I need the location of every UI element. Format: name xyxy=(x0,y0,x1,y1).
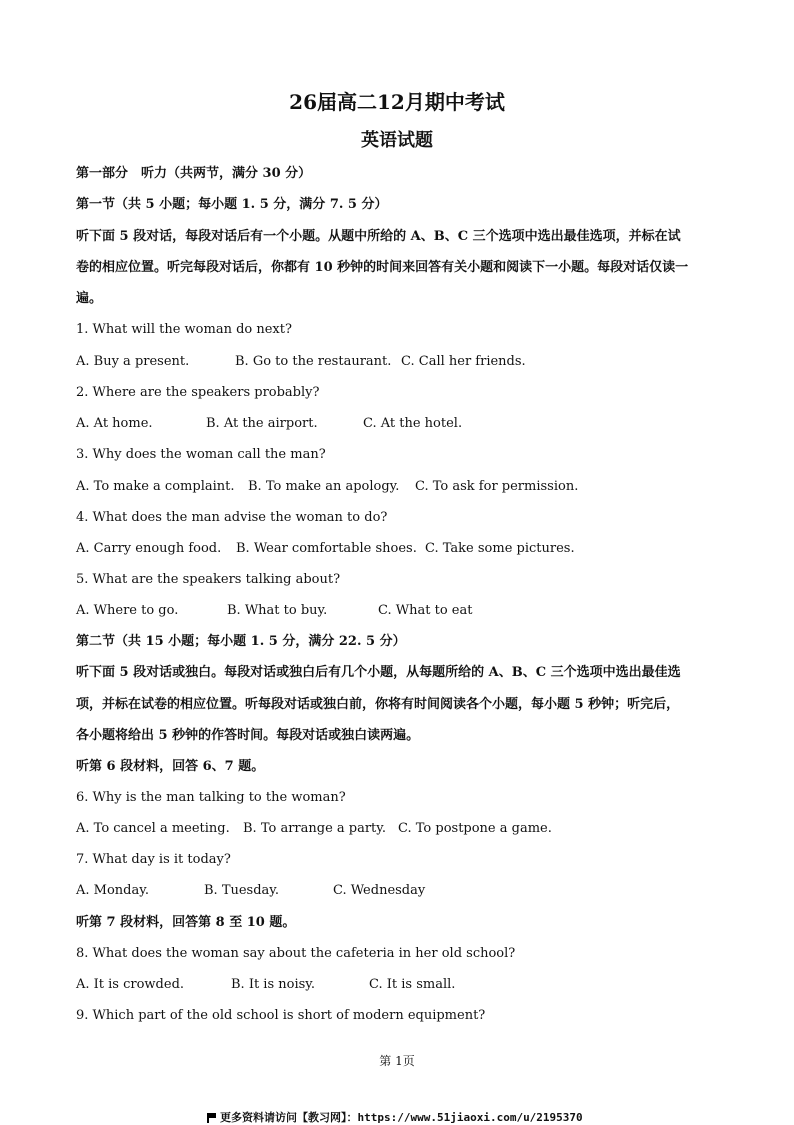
flag-icon xyxy=(207,1113,216,1122)
exam-title: 26届高二12月期中考试 xyxy=(289,90,505,114)
section2-instruction-line1: 听下面 5 段对话或独白。每段对话或独白后有几个小题，从每题所给的 A、B、C 三个选项中选出最佳选 xyxy=(76,665,681,680)
q5-option-a: A. Where to go. xyxy=(76,603,179,618)
question-7: 7. What day is it today? xyxy=(76,852,231,867)
question-9: 9. Which part of the old school is short of modern equipment? xyxy=(76,1008,486,1023)
section1-heading: 第一节（共 5 小题；每小题 1. 5 分，满分 7. 5 分） xyxy=(76,197,388,212)
q3-option-a: A. To make a complaint. xyxy=(76,479,235,494)
exam-subtitle: 英语试题 xyxy=(361,130,433,151)
q1-option-a: A. Buy a present. xyxy=(76,354,190,369)
part1-heading: 第一部分 听力（共两节，满分 30 分） xyxy=(76,166,312,181)
q3-option-b: B. To make an apology. xyxy=(248,479,400,494)
q5-option-c: C. What to eat xyxy=(378,603,473,618)
q7-option-b: B. Tuesday. xyxy=(204,883,280,898)
question-2: 2. Where are the speakers probably? xyxy=(76,385,320,400)
q1-option-b: B. Go to the restaurant. xyxy=(235,354,392,369)
q7-option-c: C. Wednesday xyxy=(333,883,426,898)
question-5: 5. What are the speakers talking about? xyxy=(76,572,341,587)
q5-option-b: B. What to buy. xyxy=(227,603,328,618)
question-4: 4. What does the man advise the woman to do? xyxy=(76,510,388,525)
q4-option-b: B. Wear comfortable shoes. xyxy=(236,541,417,556)
q7-option-a: A. Monday. xyxy=(76,883,149,898)
q6-option-a: A. To cancel a meeting. xyxy=(76,821,230,836)
q6-option-c: C. To postpone a game. xyxy=(398,821,552,836)
q2-option-c: C. At the hotel. xyxy=(363,416,463,431)
q6-option-b: B. To arrange a party. xyxy=(243,821,387,836)
q2-option-b: B. At the airport. xyxy=(206,416,318,431)
q8-option-a: A. It is crowded. xyxy=(76,977,185,992)
question-3: 3. Why does the woman call the man? xyxy=(76,447,326,462)
section2-instruction-line2: 项，并标在试卷的相应位置。听每段对话或独白前，你将有时间阅读各个小题，每小题 5 秒钟；听完后， xyxy=(76,697,680,712)
q4-option-a: A. Carry enough food. xyxy=(76,541,222,556)
question-6: 6. Why is the man talking to the woman? xyxy=(76,790,346,805)
section1-instruction-line1: 听下面 5 段对话，每段对话后有一个小题。从题中所给的 A、B、C 三个选项中选出最佳选项，并标在试 xyxy=(76,229,681,244)
page-number: 第 1页 xyxy=(379,1054,415,1068)
q4-option-c: C. Take some pictures. xyxy=(425,541,575,556)
footer-ad-text: 更多资料请访问【教习网】：https://www.51jiaoxi.com/u/2195370 xyxy=(220,1111,583,1124)
q3-option-c: C. To ask for permission. xyxy=(415,479,579,494)
section2-instruction-line3: 各小题将给出 5 秒钟的作答时间。每段对话或独白读两遍。 xyxy=(76,728,420,743)
footer-ad xyxy=(207,1109,583,1125)
question-1: 1. What will the woman do next? xyxy=(76,322,292,337)
question-8: 8. What does the woman say about the cafeteria in her old school? xyxy=(76,946,516,961)
section2-heading: 第二节（共 15 小题；每小题 1. 5 分，满分 22. 5 分） xyxy=(76,634,406,649)
q1-option-c: C. Call her friends. xyxy=(401,354,526,369)
q8-option-c: C. It is small. xyxy=(369,977,456,992)
section1-instruction-line2: 卷的相应位置。听完每段对话后，你都有 10 秒钟的时间来回答有关小题和阅读下一小题。每段对话仅读一 xyxy=(76,260,689,275)
q8-option-b: B. It is noisy. xyxy=(231,977,316,992)
section1-instruction-line3: 遍。 xyxy=(76,291,103,306)
material-7-heading: 听第 7 段材料，回答第 8 至 10 题。 xyxy=(76,915,296,930)
q2-option-a: A. At home. xyxy=(76,416,153,431)
material-6-heading: 听第 6 段材料，回答 6、7 题。 xyxy=(76,759,265,774)
